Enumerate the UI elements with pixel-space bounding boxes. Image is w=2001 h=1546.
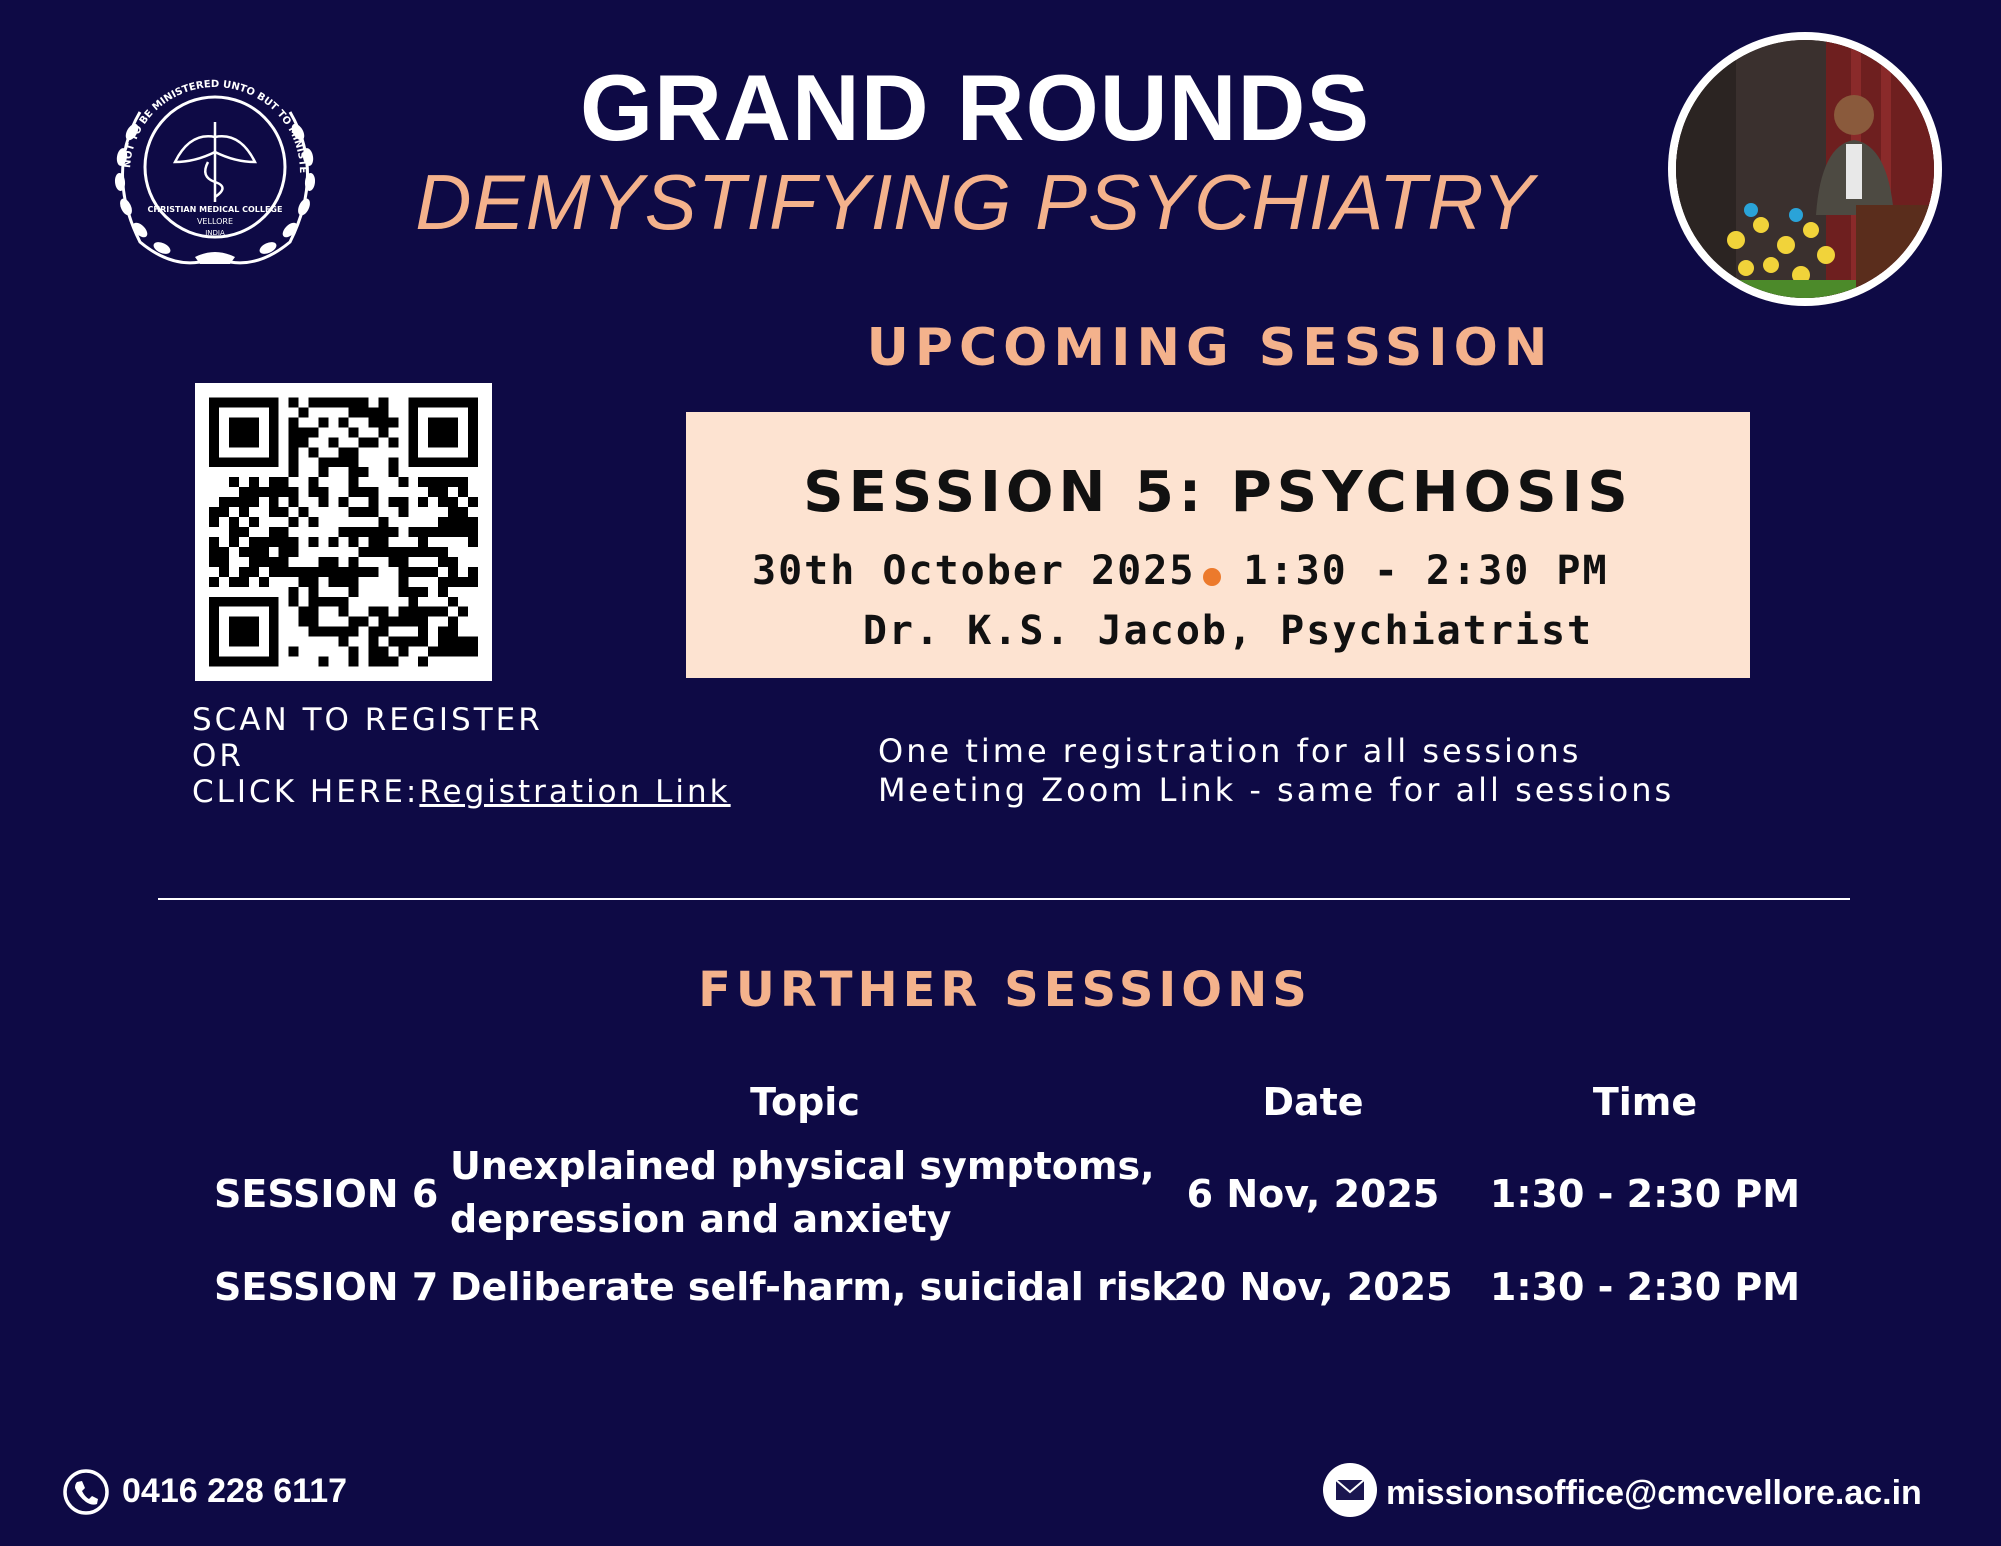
college-seal-icon — [100, 52, 330, 284]
upcoming-session-heading: UPCOMING SESSION — [866, 318, 1554, 378]
registration-link[interactable]: Registration Link — [419, 774, 731, 810]
click-here-line — [192, 774, 731, 810]
table-row-topic-line2: depression and anxiety — [450, 1197, 952, 1241]
email-address[interactable]: missionsoffice@cmcvellore.ac.in — [1386, 1474, 1922, 1512]
page-subtitle: DEMYSTIFYING PSYCHIATRY — [415, 158, 1535, 246]
phone-icon — [62, 1468, 110, 1516]
svg-text:VELLORE: VELLORE — [196, 217, 234, 226]
table-row-time: 1:30 - 2:30 PM — [1489, 1265, 1801, 1309]
or-label: OR — [192, 738, 244, 774]
table-row-topic-line1: Unexplained physical symptoms, — [450, 1144, 1155, 1188]
scan-to-register-label: SCAN TO REGISTER — [192, 702, 543, 738]
bullet-dot-icon — [1203, 568, 1221, 586]
speaker-photo — [1668, 32, 1942, 306]
svg-text:NOT TO BE MINISTERED UNTO BUT: NOT TO BE MINISTERED UNTO BUT TO MINISTE — [122, 78, 309, 174]
section-divider — [158, 898, 1850, 900]
column-header-date: Date — [1262, 1080, 1364, 1124]
table-row-topic-line1: Deliberate self-harm, suicidal risk — [450, 1265, 1177, 1309]
phone-number[interactable]: 0416 228 6117 — [122, 1472, 348, 1510]
column-header-time: Time — [1592, 1080, 1698, 1124]
table-row-date: 6 Nov, 2025 — [1186, 1172, 1440, 1216]
session-date: 30th October 2025 — [752, 548, 1196, 594]
table-row-date: 20 Nov, 2025 — [1173, 1265, 1453, 1309]
svg-text:INDIA: INDIA — [205, 229, 225, 237]
qr-code-icon[interactable] — [195, 383, 492, 681]
session-time: 1:30 - 2:30 PM — [1243, 548, 1609, 594]
table-row-time: 1:30 - 2:30 PM — [1489, 1172, 1801, 1216]
table-row-session: SESSION 6 — [214, 1172, 439, 1216]
session-speaker: Dr. K.S. Jacob, Psychiatrist — [862, 608, 1594, 654]
zoom-link-info: Meeting Zoom Link - same for all sessions — [878, 771, 1675, 809]
session-title: SESSION 5: PSYCHOSIS — [803, 460, 1633, 525]
svg-text:CHRISTIAN MEDICAL COLLEGE: CHRISTIAN MEDICAL COLLEGE — [147, 205, 283, 214]
column-header-topic: Topic — [750, 1080, 860, 1124]
further-sessions-heading: FURTHER SESSIONS — [698, 962, 1312, 1018]
page-title: GRAND ROUNDS — [579, 55, 1371, 160]
registration-info: One time registration for all sessions — [878, 732, 1582, 770]
table-row-session: SESSION 7 — [214, 1265, 439, 1309]
click-here-label: CLICK HERE: — [192, 774, 420, 810]
mail-icon — [1322, 1462, 1378, 1518]
session-datetime — [752, 548, 1609, 594]
